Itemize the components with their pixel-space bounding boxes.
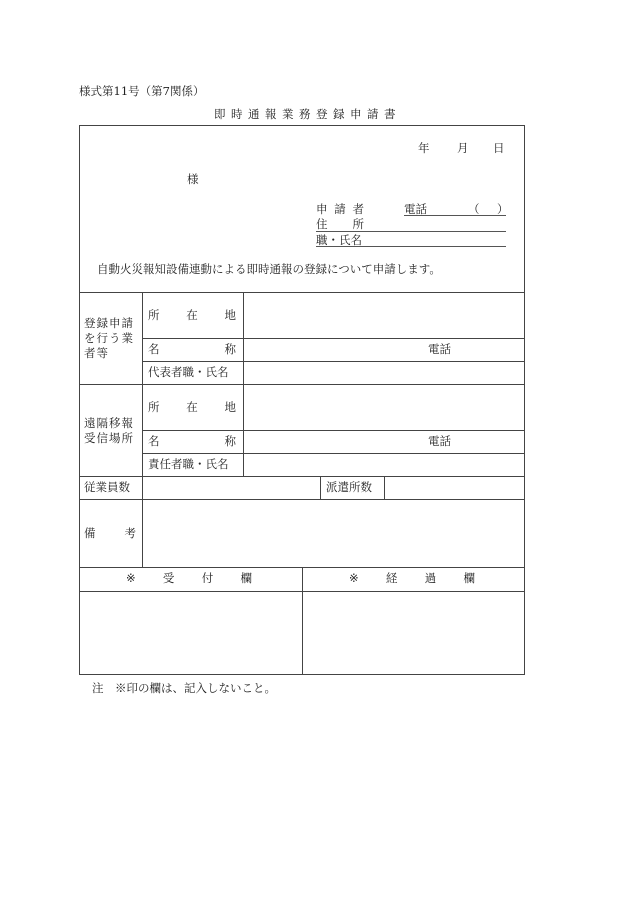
form-number: 様式第11号（第7関係） — [79, 84, 205, 98]
remote-phone-label: 電話 — [428, 434, 451, 448]
remarks-label: 備 考 — [84, 526, 136, 540]
registrant-name-label: 名 称 — [148, 342, 236, 356]
remote-manager-label: 責任者職・氏名 — [148, 457, 229, 471]
remote-section-label: 遠隔移報受信場所 — [84, 416, 134, 445]
divider — [320, 476, 321, 499]
employees-label: 従業員数 — [84, 480, 130, 494]
divider — [243, 292, 244, 476]
position-name-label: 職・氏名 — [316, 233, 362, 247]
footnote: 注 ※印の欄は、記入しないこと。 — [92, 681, 276, 695]
divider — [79, 499, 525, 500]
phone-parens: （ ） — [468, 202, 512, 216]
page-title: 即時通報業務登録申請書 — [214, 107, 401, 121]
divider — [79, 292, 525, 293]
year-label: 年 — [418, 141, 430, 155]
divider — [142, 361, 525, 362]
phone-label: 電話 — [404, 202, 427, 216]
registrant-representative-label: 代表者職・氏名 — [148, 365, 229, 379]
divider — [142, 430, 525, 431]
addressee-suffix: 様 — [187, 172, 199, 186]
address-label: 住 所 — [316, 217, 364, 231]
address-underline — [316, 231, 506, 232]
remote-name-label: 名 称 — [148, 434, 236, 448]
registrant-section-label: 登録申請を行う業者等 — [84, 316, 134, 360]
registrant-phone-label: 電話 — [428, 342, 451, 356]
divider — [384, 476, 385, 499]
remote-address-label: 所 在 地 — [148, 400, 236, 414]
divider — [302, 567, 303, 675]
divider — [79, 384, 525, 385]
divider — [79, 476, 525, 477]
progress-header: ※ 経 過 欄 — [349, 571, 475, 585]
divider — [142, 292, 143, 567]
divider — [142, 453, 525, 454]
day-label: 日 — [493, 141, 505, 155]
position-name-underline — [316, 246, 506, 247]
registrant-address-label: 所 在 地 — [148, 308, 236, 322]
dispatch-label: 派遣所数 — [326, 480, 372, 494]
divider — [142, 338, 525, 339]
reception-header: ※ 受 付 欄 — [126, 571, 252, 585]
month-label: 月 — [457, 141, 469, 155]
applicant-label: 申 請 者 — [316, 202, 364, 216]
phone-underline — [404, 215, 506, 216]
application-statement: 自動火災報知設備連動による即時通報の登録について申請します。 — [97, 262, 441, 276]
